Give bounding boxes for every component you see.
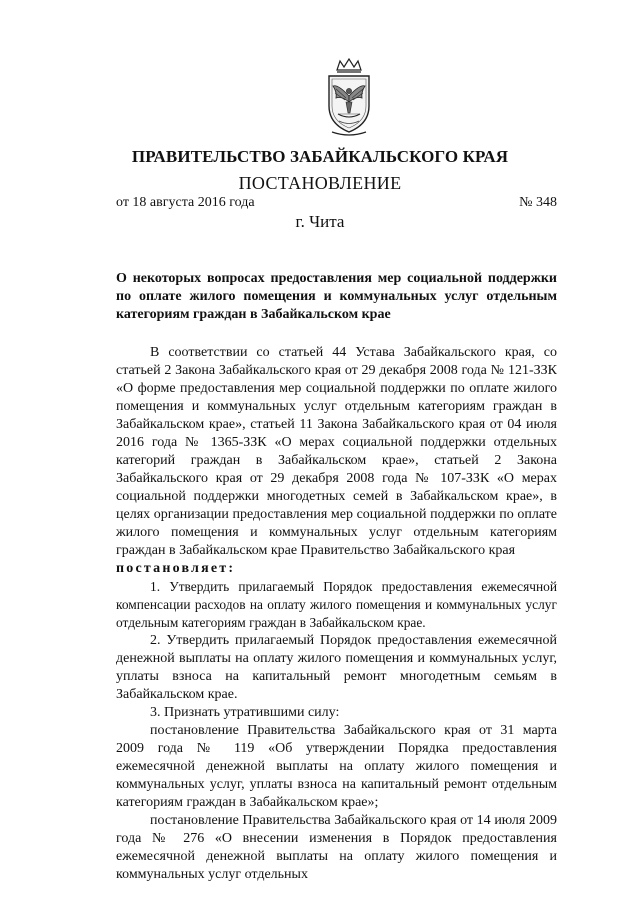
coat-of-arms-icon	[324, 58, 374, 140]
item-3-a: постановление Правительства Забайкальского края от 31 марта 2009 года № 119 «Об утверждении Порядка предоставления ежемесячной денежной выплаты на оплату жилого помещения и коммунальных услуг, уплаты взноса на капитальный ремонт отдельным категориям граждан в Забайкальском крае»;	[116, 723, 557, 810]
item-3-b: постановление Правительства Забайкальского края от 14 июля 2009 года № 276 «О внесении изменения в Порядок предоставления ежемесячной денежной выплаты на оплату жилого помещения и коммунальных услуг отдельных	[116, 813, 557, 882]
decree-word: постановляет	[116, 561, 229, 576]
document-date: от 18 августа 2016 года	[116, 195, 255, 210]
item-1: 1. Утвердить прилагаемый Порядок предоставления ежемесячной компенсации расходов на оплату жилого помещения и коммунальных услуг отдельным категориям граждан в Забайкальском крае.	[116, 579, 557, 630]
item-2: 2. Утвердить прилагаемый Порядок предоставления ежемесячной денежной выплаты на оплату жилого помещения и коммунальных услуг, уплаты взноса на капитальный ремонт многодетным семьям в Забайкальском крае.	[116, 633, 557, 702]
decree-colon: :	[228, 561, 236, 576]
preamble-paragraph	[116, 344, 557, 578]
document-body	[116, 344, 557, 884]
document-type: ПОСТАНОВЛЕНИЕ	[238, 173, 402, 193]
government-title: ПРАВИТЕЛЬСТВО ЗАБАЙКАЛЬСКОГО КРАЯ	[131, 147, 509, 166]
document-city: г. Чита	[295, 212, 345, 231]
preamble-text: В соответствии со статьей 44 Устава Забайкальского края, со статьей 2 Закона Забайкальского края от 29 декабря 2008 года № 121-ЗЗК «О форме предоставления мер социальной поддержки по оплате жилого помещения и коммунальных услуг отдельным категориям граждан в Забайкальском крае», статьей 11 Закона Забайкальского края от 04 июля 2016 года № 1365-ЗЗК «О мерах социальной поддержки отдельных категорий граждан в Забайкальском крае», статьей 2 Закона Забайкальского края от 29 декабря 2008 года № 107-ЗЗК «О мерах социальной поддержки многодетных семей в Забайкальском крае», в целях организации предоставления мер социальной поддержки по оплате жилого помещения и коммунальных услуг отдельным категориям граждан в Забайкальском крае Правительство Забайкальского края	[116, 345, 557, 558]
document-heading: О некоторых вопросах предоставления мер социальной поддержки по оплате жилого помещения и коммунальных услуг отдельным категориям граждан в Забайкальском крае	[116, 271, 557, 322]
item-3: 3. Признать утратившими силу:	[150, 705, 340, 720]
document-number: № 348	[519, 195, 557, 210]
